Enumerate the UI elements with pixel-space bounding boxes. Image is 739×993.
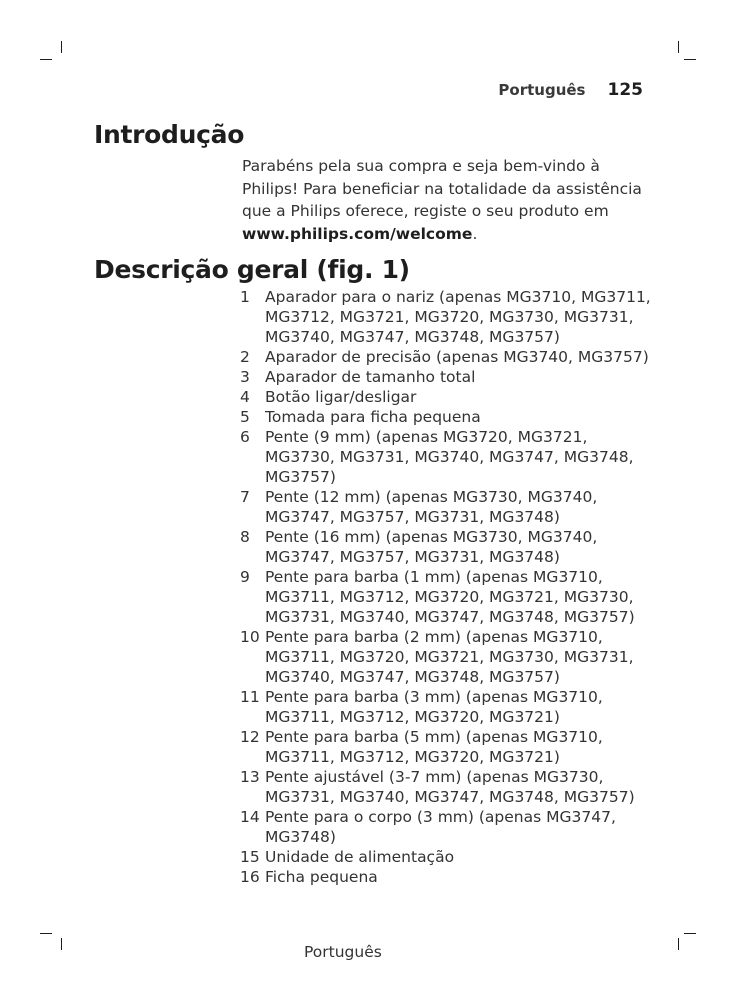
list-item [240, 427, 660, 487]
item-text: Pente ajustável (3-7 mm) (apenas MG3730, MG3731, MG3740, MG3747, MG3748, MG3757) [265, 768, 635, 806]
crop-mark-top-right-v [678, 41, 679, 53]
item-number: 2 [240, 348, 250, 366]
list-item [240, 627, 660, 687]
item-number: 5 [240, 408, 250, 426]
item-text: Pente para barba (2 mm) (apenas MG3710, MG3711, MG3720, MG3721, MG3730, MG3731, MG3740, MG3747, MG3748, MG3757) [265, 628, 634, 686]
item-text: Pente (9 mm) (apenas MG3720, MG3721, MG3730, MG3731, MG3740, MG3747, MG3748, MG3757) [265, 428, 634, 486]
list-item [240, 727, 660, 767]
crop-mark-bottom-right-v [678, 938, 679, 950]
item-number: 4 [240, 388, 250, 406]
item-number: 6 [240, 428, 250, 446]
list-item [240, 387, 660, 407]
item-number: 12 [240, 728, 260, 746]
page-number: 125 [607, 80, 643, 100]
item-text: Aparador de precisão (apenas MG3740, MG3757) [265, 348, 649, 366]
item-number: 7 [240, 488, 250, 506]
item-number: 3 [240, 368, 250, 386]
list-item [240, 487, 660, 527]
item-number: 15 [240, 848, 260, 866]
item-text: Pente para barba (5 mm) (apenas MG3710, MG3711, MG3712, MG3720, MG3721) [265, 728, 603, 766]
intro-period: . [472, 224, 478, 243]
header-language: Português [498, 81, 586, 99]
item-text: Pente para barba (3 mm) (apenas MG3710, MG3711, MG3712, MG3720, MG3721) [265, 688, 603, 726]
item-number: 10 [240, 628, 260, 646]
item-text: Ficha pequena [265, 868, 378, 886]
item-number: 9 [240, 568, 250, 586]
list-item [240, 767, 660, 807]
list-item [240, 287, 660, 347]
item-text: Pente (16 mm) (apenas MG3730, MG3740, MG3747, MG3757, MG3731, MG3748) [265, 528, 598, 566]
item-number: 11 [240, 688, 260, 706]
crop-mark-bottom-left-h [40, 933, 52, 934]
item-text: Aparador para o nariz (apenas MG3710, MG3711, MG3712, MG3721, MG3720, MG3730, MG3731, MG3740, MG3747, MG3748, MG3757) [265, 288, 651, 346]
item-text: Botão ligar/desligar [265, 388, 417, 406]
crop-mark-top-left-v [61, 41, 62, 53]
list-item [240, 347, 660, 367]
footer-language: Português [304, 943, 382, 961]
list-item [240, 867, 660, 887]
crop-mark-bottom-left-v [61, 938, 62, 950]
item-number: 8 [240, 528, 250, 546]
intro-heading: Introdução [94, 120, 245, 149]
running-header [498, 80, 643, 100]
crop-mark-top-left-h [40, 59, 52, 60]
crop-mark-bottom-right-h [684, 933, 696, 934]
intro-paragraph [242, 155, 642, 245]
parts-list [240, 287, 660, 887]
item-text: Pente para barba (1 mm) (apenas MG3710, MG3711, MG3712, MG3720, MG3721, MG3730, MG3731, MG3740, MG3747, MG3748, MG3757) [265, 568, 635, 626]
list-item [240, 807, 660, 847]
overview-heading: Descrição geral (fig. 1) [94, 255, 410, 284]
item-number: 13 [240, 768, 260, 786]
welcome-url: www.philips.com/welcome [242, 224, 473, 243]
item-text: Unidade de alimentação [265, 848, 455, 866]
list-item [240, 567, 660, 627]
list-item [240, 687, 660, 727]
item-text: Aparador de tamanho total [265, 368, 476, 386]
list-item [240, 527, 660, 567]
item-text: Pente (12 mm) (apenas MG3730, MG3740, MG3747, MG3757, MG3731, MG3748) [265, 488, 598, 526]
list-item [240, 847, 660, 867]
list-item [240, 367, 660, 387]
item-text: Tomada para ficha pequena [265, 408, 481, 426]
item-number: 14 [240, 808, 260, 826]
crop-mark-top-right-h [684, 59, 696, 60]
intro-text: Parabéns pela sua compra e seja bem-vindo à Philips! Para beneficiar na totalidade da assistência que a Philips oferece, registe o seu produto em [242, 157, 642, 220]
item-text: Pente para o corpo (3 mm) (apenas MG3747, MG3748) [265, 808, 616, 846]
list-item [240, 407, 660, 427]
item-number: 1 [240, 288, 250, 306]
item-number: 16 [240, 868, 260, 886]
